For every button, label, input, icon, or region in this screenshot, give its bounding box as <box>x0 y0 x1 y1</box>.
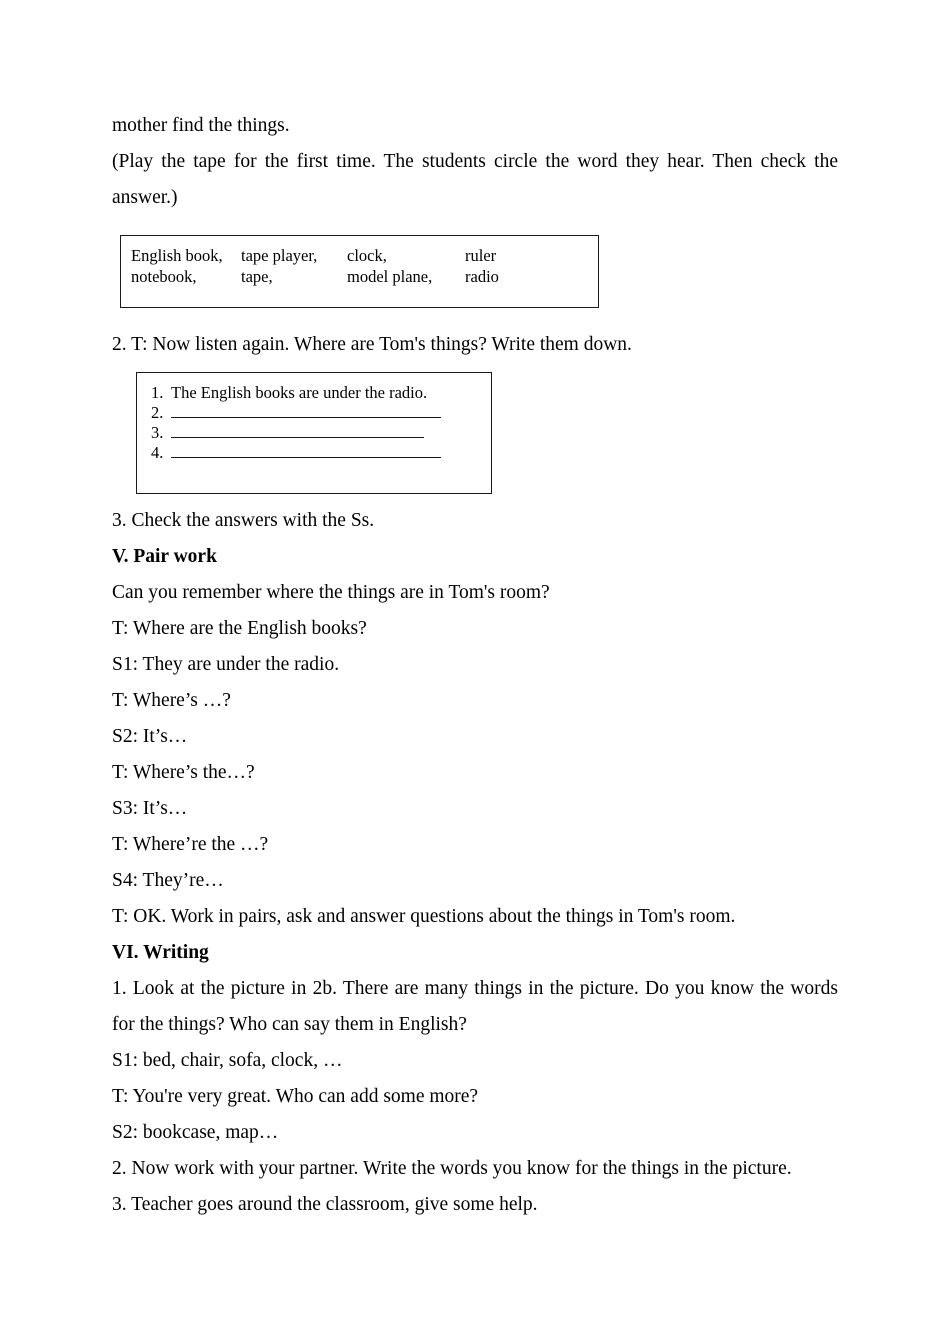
document-body <box>112 108 843 1223</box>
word-item: clock, <box>347 246 387 265</box>
dialogue-line-6: S3: It’s… <box>112 798 188 819</box>
spacer <box>112 216 838 235</box>
answer-row-4 <box>151 443 491 463</box>
dialogue-line-12: S2: bookcase, map… <box>112 1122 279 1143</box>
answer-row-2 <box>151 403 491 423</box>
word-item: tape player, <box>241 246 318 265</box>
paragraph-listen-again: 2. T: Now listen again. Where are Tom's things? Write them down. <box>112 334 632 355</box>
answer-number: 2. <box>151 403 164 422</box>
spacer <box>112 363 838 372</box>
word-item: tape, <box>241 267 273 286</box>
dialogue-line-3: T: Where’s …? <box>112 690 231 711</box>
spacer <box>112 494 838 503</box>
answer-number: 4. <box>151 443 164 462</box>
answer-row-3 <box>151 423 491 443</box>
word-item: radio <box>465 267 499 286</box>
answer-text: The English books are under the radio. <box>171 383 428 402</box>
paragraph-can-you-remember: Can you remember where the things are in Tom's room? <box>112 582 550 603</box>
heading-writing: VI. Writing <box>112 942 209 963</box>
word-item: model plane, <box>347 267 433 286</box>
dialogue-line-7: T: Where’re the …? <box>112 834 269 855</box>
dialogue-line-5: T: Where’s the…? <box>112 762 255 783</box>
answer-blank-line[interactable] <box>171 444 441 458</box>
answer-blank-line[interactable] <box>171 424 424 438</box>
heading-pair-work: V. Pair work <box>112 546 217 567</box>
word-item: English book, <box>131 246 223 265</box>
paragraph-mother-find: mother find the things. <box>112 115 290 136</box>
answer-blank-line[interactable] <box>171 404 441 418</box>
paragraph-teacher-goes-around: 3. Teacher goes around the classroom, give some help. <box>112 1194 538 1215</box>
answer-number: 3. <box>151 423 164 442</box>
word-list-box <box>120 235 599 308</box>
word-list-row-2 <box>131 266 588 287</box>
paragraph-look-at-picture: 1. Look at the picture in 2b. There are many things in the picture. Do you know the words for the things? Who can say them in English? <box>112 978 843 1035</box>
paragraph-work-with-partner: 2. Now work with your partner. Write the words you know for the things in the picture. <box>112 1158 792 1179</box>
word-item: ruler <box>465 246 497 265</box>
answer-number: 1. <box>151 383 164 402</box>
dialogue-line-4: S2: It’s… <box>112 726 188 747</box>
answer-box <box>136 372 492 494</box>
word-item: notebook, <box>131 267 197 286</box>
dialogue-line-8: S4: They’re… <box>112 870 224 891</box>
dialogue-line-2: S1: They are under the radio. <box>112 654 340 675</box>
answer-row-1 <box>151 383 491 403</box>
paragraph-check-answers: 3. Check the answers with the Ss. <box>112 510 375 531</box>
dialogue-line-11: T: You're very great. Who can add some more? <box>112 1086 479 1107</box>
paragraph-play-the-tape: (Play the tape for the first time. The students circle the word they hear. Then check the answer.) <box>112 151 843 208</box>
dialogue-line-10: S1: bed, chair, sofa, clock, … <box>112 1050 343 1071</box>
dialogue-line-9: T: OK. Work in pairs, ask and answer questions about the things in Tom's room. <box>112 906 736 927</box>
word-list-row-1 <box>131 245 588 266</box>
spacer <box>112 308 838 327</box>
dialogue-line-1: T: Where are the English books? <box>112 618 367 639</box>
